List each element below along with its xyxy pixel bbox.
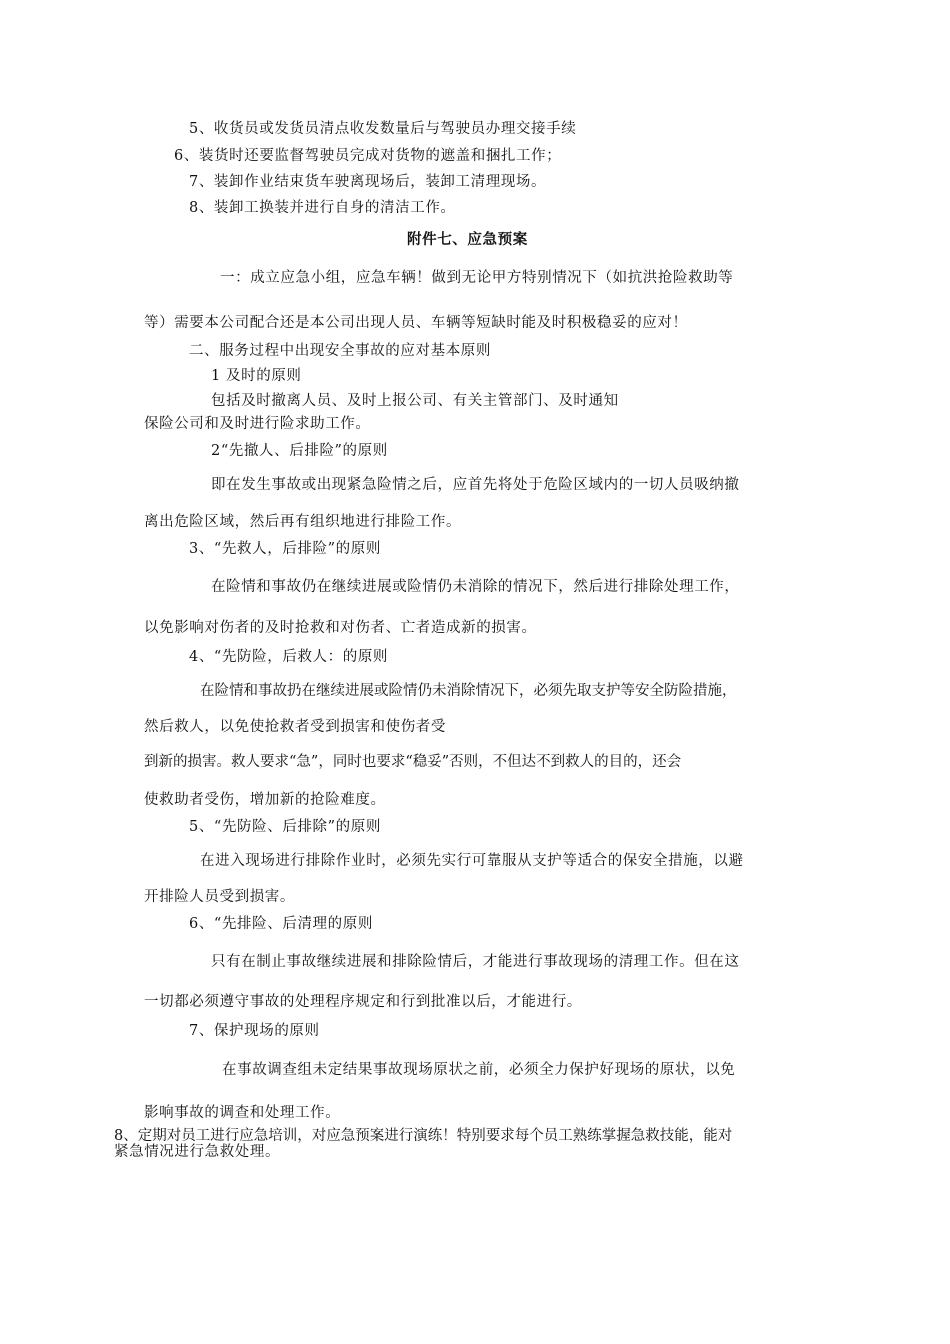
text-line: 离出危险区域，然后再有组织地进行排险工作。 xyxy=(144,514,462,530)
subsection-heading: 3、“先救人，后排险”的原则 xyxy=(189,541,381,557)
text-line: 6、装货时还要监督驾驶员完成对货物的遮盖和捆扎工作； xyxy=(174,148,562,164)
text-line: 等）需要本公司配合还是本公司出现人员、车辆等短缺时能及时积极稳妥的应对！ xyxy=(144,315,688,331)
subsection-heading: 5、“先防险、后排除”的原则 xyxy=(189,819,381,835)
text-line: 保险公司和及时进行险求助工作。 xyxy=(144,416,371,432)
text-line: 7、装卸作业结束货车驶离现场后，装卸工清理现场。 xyxy=(189,174,547,190)
text-line: 使救助者受伤，增加新的抢险难度。 xyxy=(144,792,386,808)
subsection-heading: 7、保护现场的原则 xyxy=(189,1023,320,1039)
text-line: 在事故调查组未定结果事故现场原状之前，必须全力保护好现场的原状，以免 xyxy=(222,1062,736,1078)
subsection-heading: 1 及时的原则 xyxy=(211,368,302,384)
text-line: 即在发生事故或出现紧急险情之后，应首先将处于危险区域内的一切人员吸纳撤 xyxy=(211,477,740,493)
subsection-heading: 4、“先防险，后救人：的原则 xyxy=(189,649,389,665)
text-line: 5、收货员或发货员清点收发数量后与驾驶员办理交接手续 xyxy=(189,121,577,137)
subsection-heading: 2“先撤人、后排险”的原则 xyxy=(211,443,388,459)
section-title: 附件七、应急预案 xyxy=(407,232,528,248)
text-line: 开排险人员受到损害。 xyxy=(144,889,295,905)
text-line: 8、定期对员工进行应急培训，对应急预案进行演练！特别要求每个员工熟练掌握急救技能，能对 xyxy=(114,1128,733,1144)
text-line: 一切都必须遵守事故的处理程序规定和行到批准以后，才能进行。 xyxy=(144,994,582,1010)
text-line: 以免影响对伤者的及时抢救和对伤者、亡者造成新的损害。 xyxy=(144,620,537,636)
text-line: 包括及时撤离人员、及时上报公司、有关主管部门、及时通知 xyxy=(211,393,619,409)
text-line: 紧急情况进行急救处理。 xyxy=(114,1144,281,1160)
text-line: 影响事故的调查和处理工作。 xyxy=(144,1105,341,1121)
subsection-heading: 6、“先排险、后清理的原则 xyxy=(189,916,373,932)
text-line: 8、装卸工换装并进行自身的清洁工作。 xyxy=(189,200,456,216)
text-line: 在险情和事故扔在继续进展或险情仍未消除情况下，必须先取支护等安全防险措施， xyxy=(200,683,737,699)
text-line: 然后救人，以免使抢救者受到损害和使伤者受 xyxy=(144,719,446,735)
text-line: 只有在制止事故继续进展和排除险情后，才能进行事故现场的清理工作。但在这 xyxy=(211,954,740,970)
text-line: 一：成立应急小组，应急车辆！做到无论甲方特别情况下（如抗洪抢险救助等 xyxy=(220,270,734,286)
text-line: 到新的损害。救人要求“急”，同时也要求“稳妥”否则，不但达不到救人的目的，还会 xyxy=(144,754,682,770)
text-line: 在进入现场进行排除作业时，必须先实行可靠服从支护等适合的保安全措施，以避 xyxy=(200,853,744,869)
text-line: 在险情和事故仍在继续进展或险情仍未消除的情况下，然后进行排除处理工作， xyxy=(211,579,740,595)
subsection-heading: 二、服务过程中出现安全事故的应对基本原则 xyxy=(189,343,491,359)
